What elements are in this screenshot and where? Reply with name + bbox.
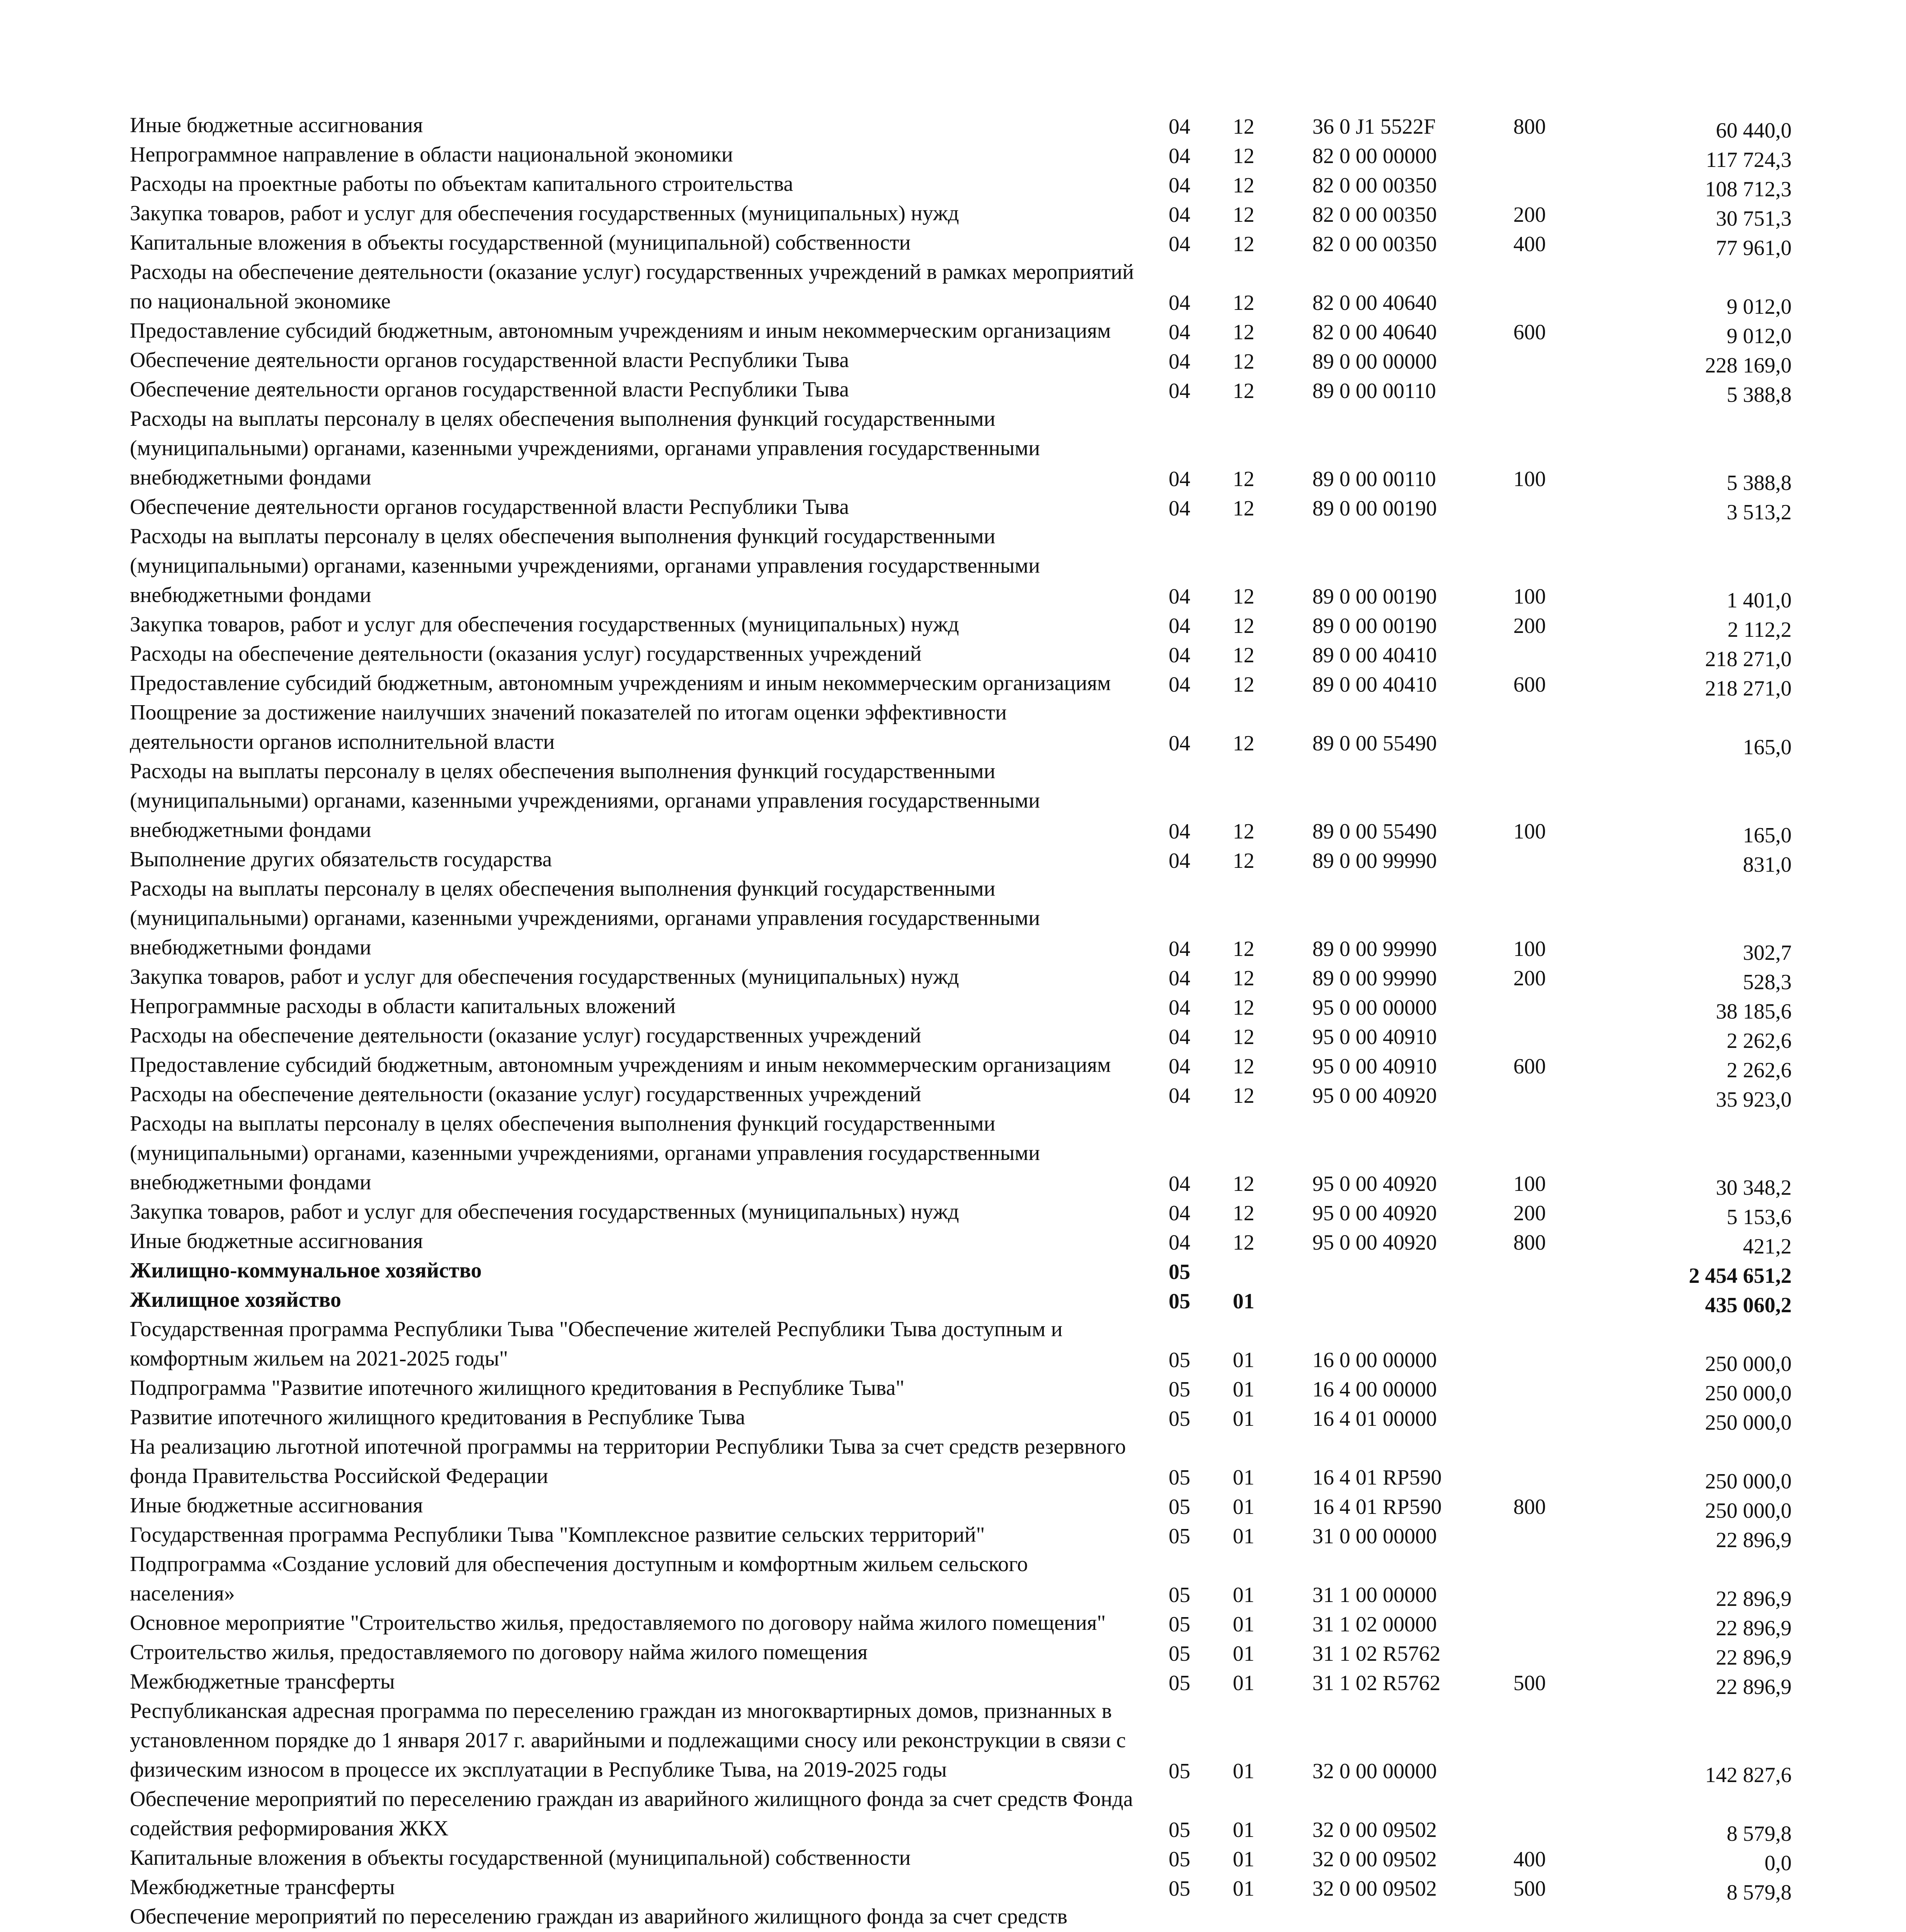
row-section-code: 05	[1169, 1671, 1190, 1695]
table-row	[130, 1021, 1792, 1053]
row-section-code: 05	[1169, 1877, 1190, 1901]
row-section-code: 04	[1169, 643, 1190, 667]
row-section-code: 04	[1169, 203, 1190, 227]
table-row	[130, 1549, 1792, 1611]
row-expense-type-code: 500	[1513, 1877, 1546, 1901]
row-section-code: 04	[1169, 673, 1190, 697]
row-subsection-code: 12	[1233, 731, 1254, 755]
row-name: Жилищно-коммунальное хозяйство	[130, 1259, 482, 1282]
row-section-code: 04	[1169, 173, 1190, 197]
table-row	[130, 1608, 1792, 1638]
row-target-article-code: 89 0 00 99990	[1312, 849, 1437, 873]
row-target-article-code: 89 0 00 99990	[1312, 966, 1437, 990]
row-target-article-code: 16 4 01 00000	[1312, 1407, 1437, 1431]
row-subsection-code: 12	[1233, 1172, 1254, 1196]
row-target-article-code: 31 1 02 R5762	[1312, 1642, 1441, 1666]
table-row	[130, 1784, 1792, 1846]
row-name: Обеспечение мероприятий по переселению граждан из аварийного жилищного фонда за счет средств	[130, 1905, 1068, 1929]
row-section-code: 04	[1169, 291, 1190, 315]
row-amount: 3 513,2	[1727, 500, 1792, 524]
row-subsection-code: 12	[1233, 115, 1254, 139]
row-section-code: 05	[1169, 1818, 1190, 1842]
row-amount: 250 000,0	[1705, 1499, 1792, 1523]
row-amount: 2 262,6	[1727, 1029, 1792, 1053]
row-amount: 5 388,8	[1727, 383, 1792, 407]
row-target-article-code: 32 0 00 09502	[1312, 1847, 1437, 1871]
row-name: Расходы на проектные работы по объектам капитального строительства	[130, 172, 793, 196]
row-subsection-code: 01	[1233, 1877, 1254, 1901]
row-section-code: 04	[1169, 467, 1190, 491]
row-amount: 2 262,6	[1727, 1058, 1792, 1082]
row-name: Расходы на выплаты персоналу в целях обеспечения выполнения функций государственными (муниципальными) органами, казенными учреждениями, органами управления государственными внебюджетными фондами	[130, 759, 1040, 842]
row-section-code: 04	[1169, 820, 1190, 844]
row-amount: 0,0	[1765, 1851, 1792, 1875]
table-row	[130, 1520, 1792, 1552]
table-row	[130, 1403, 1792, 1435]
row-name: Закупка товаров, работ и услуг для обеспечения государственных (муниципальных) нужд	[130, 612, 959, 636]
row-expense-type-code: 600	[1513, 320, 1546, 344]
row-target-article-code: 16 4 01 RP590	[1312, 1466, 1442, 1490]
row-name: Непрограммные расходы в области капитальных вложений	[130, 994, 676, 1018]
row-expense-type-code: 200	[1513, 614, 1546, 638]
row-amount: 77 961,0	[1716, 236, 1792, 260]
table-row	[130, 111, 1792, 143]
row-subsection-code: 12	[1233, 203, 1254, 227]
table-row	[130, 1226, 1792, 1259]
row-subsection-code: 01	[1233, 1583, 1254, 1607]
table-row	[130, 522, 1792, 610]
row-target-article-code: 95 0 00 40910	[1312, 1054, 1437, 1078]
row-amount: 435 060,2	[1705, 1293, 1792, 1317]
row-section-code: 05	[1169, 1378, 1190, 1401]
row-subsection-code: 12	[1233, 291, 1254, 315]
row-subsection-code: 01	[1233, 1524, 1254, 1548]
row-name: Поощрение за достижение наилучших значений показателей по итогам оценки эффективности деятельности органов исполнительной власти	[130, 701, 1007, 754]
row-name: Республиканская адресная программа по переселению граждан из многоквартирных домов, признанных в установленном порядке до 1 января 2017 г. аварийными и подлежащими сносу или реконструкции в связи с физическим износом в процессе их эксплуатации в Республике Тыва, на 2019-2025 годы	[130, 1699, 1126, 1782]
row-section-code: 04	[1169, 115, 1190, 139]
row-name: Обеспечение деятельности органов государственной власти Республики Тыва	[130, 348, 849, 372]
row-section-code: 05	[1169, 1847, 1190, 1871]
row-amount: 8 579,8	[1727, 1822, 1792, 1846]
table-row	[130, 1197, 1792, 1229]
row-amount: 218 271,0	[1705, 647, 1792, 671]
row-target-article-code: 82 0 00 40640	[1312, 291, 1437, 315]
row-section-code: 05	[1169, 1642, 1190, 1666]
row-amount: 831,0	[1743, 853, 1792, 877]
row-amount: 30 348,2	[1716, 1176, 1792, 1200]
row-section-code: 04	[1169, 849, 1190, 873]
row-name: Расходы на выплаты персоналу в целях обеспечения выполнения функций государственными (муниципальными) органами, казенными учреждениями, органами управления государственными внебюджетными фондами	[130, 524, 1040, 607]
row-expense-type-code: 100	[1513, 820, 1546, 844]
table-row	[130, 1696, 1792, 1787]
row-subsection-code: 12	[1233, 937, 1254, 961]
table-row	[130, 757, 1792, 845]
row-amount: 5 153,6	[1727, 1205, 1792, 1229]
row-expense-type-code: 100	[1513, 467, 1546, 491]
row-section-code: 05	[1169, 1495, 1190, 1519]
row-section-code: 04	[1169, 1172, 1190, 1196]
row-name: Предоставление субсидий бюджетным, автономным учреждениям и иным некоммерческим организациям	[130, 671, 1111, 695]
row-name: Подпрограмма "Развитие ипотечного жилищного кредитования в Республике Тыва"	[130, 1376, 905, 1400]
row-amount: 228 169,0	[1705, 354, 1792, 378]
row-name: Строительство жилья, предоставляемого по договору найма жилого помещения	[130, 1640, 868, 1664]
row-target-article-code: 89 0 00 00110	[1312, 467, 1436, 491]
table-row	[130, 1902, 1792, 1932]
row-expense-type-code: 600	[1513, 1054, 1546, 1078]
row-subsection-code: 12	[1233, 585, 1254, 609]
row-amount: 8 579,8	[1727, 1881, 1792, 1905]
row-subsection-code: 01	[1233, 1642, 1254, 1666]
table-row	[130, 1373, 1792, 1403]
row-expense-type-code: 200	[1513, 203, 1546, 227]
row-subsection-code: 01	[1233, 1289, 1254, 1313]
row-amount: 165,0	[1743, 823, 1792, 847]
row-section-code: 04	[1169, 614, 1190, 638]
row-name: Предоставление субсидий бюджетным, автономным учреждениям и иным некоммерческим организациям	[130, 1053, 1111, 1077]
row-amount: 218 271,0	[1705, 677, 1792, 701]
row-amount: 250 000,0	[1705, 1469, 1792, 1493]
row-target-article-code: 95 0 00 40910	[1312, 1025, 1437, 1049]
row-target-article-code: 89 0 00 00190	[1312, 614, 1437, 638]
table-row	[130, 610, 1792, 642]
row-subsection-code: 12	[1233, 144, 1254, 168]
row-expense-type-code: 600	[1513, 673, 1546, 697]
row-expense-type-code: 100	[1513, 585, 1546, 609]
row-target-article-code: 89 0 00 00000	[1312, 350, 1437, 374]
table-row	[130, 1285, 1792, 1315]
table-row	[130, 1432, 1792, 1491]
row-amount: 5 388,8	[1727, 471, 1792, 495]
row-subsection-code: 12	[1233, 849, 1254, 873]
row-subsection-code: 12	[1233, 497, 1254, 520]
table-row	[130, 345, 1792, 378]
table-row	[130, 874, 1792, 965]
row-name: Жилищное хозяйство	[130, 1288, 341, 1312]
row-section-code: 05	[1169, 1612, 1190, 1636]
row-name: Основное мероприятие "Строительство жилья, предоставляемого по договору найма жилого помещения"	[130, 1611, 1106, 1635]
table-row	[130, 169, 1792, 199]
row-subsection-code: 12	[1233, 614, 1254, 638]
row-section-code: 05	[1169, 1348, 1190, 1372]
row-section-code: 04	[1169, 731, 1190, 755]
row-subsection-code: 12	[1233, 1231, 1254, 1255]
row-section-code: 04	[1169, 350, 1190, 374]
row-name: Обеспечение деятельности органов государственной власти Республики Тыва	[130, 378, 849, 401]
row-section-code: 04	[1169, 937, 1190, 961]
row-target-article-code: 82 0 00 00000	[1312, 144, 1437, 168]
row-subsection-code: 12	[1233, 232, 1254, 256]
row-name: Предоставление субсидий бюджетным, автономным учреждениям и иным некоммерческим организациям	[130, 319, 1111, 343]
row-name: Расходы на выплаты персоналу в целях обеспечения выполнения функций государственными (муниципальными) органами, казенными учреждениями, органами управления государственными внебюджетными фондами	[130, 877, 1040, 959]
row-amount: 22 896,9	[1716, 1616, 1792, 1640]
row-amount: 30 751,3	[1716, 207, 1792, 231]
row-subsection-code: 12	[1233, 467, 1254, 491]
row-name: Обеспечение мероприятий по переселению граждан из аварийного жилищного фонда за счет средств Фонда содействия реформирования ЖКХ	[130, 1787, 1133, 1840]
row-name: Обеспечение деятельности органов государственной власти Республики Тыва	[130, 495, 849, 519]
row-amount: 2 454 651,2	[1689, 1264, 1792, 1288]
row-amount: 142 827,6	[1705, 1763, 1792, 1787]
row-subsection-code: 12	[1233, 820, 1254, 844]
row-section-code: 04	[1169, 497, 1190, 520]
table-row	[130, 316, 1792, 348]
table-row	[130, 375, 1792, 407]
table-row	[130, 1050, 1792, 1080]
row-subsection-code: 12	[1233, 966, 1254, 990]
row-expense-type-code: 200	[1513, 1201, 1546, 1225]
row-name: Закупка товаров, работ и услуг для обеспечения государственных (муниципальных) нужд	[130, 965, 959, 989]
row-name: Закупка товаров, работ и услуг для обеспечения государственных (муниципальных) нужд	[130, 1200, 959, 1224]
row-target-article-code: 31 1 02 00000	[1312, 1612, 1437, 1636]
row-name: Непрограммное направление в области национальной экономики	[130, 143, 733, 167]
row-subsection-code: 01	[1233, 1348, 1254, 1372]
table-row	[130, 1638, 1792, 1670]
row-name: Межбюджетные трансферты	[130, 1670, 395, 1694]
row-section-code: 05	[1169, 1260, 1190, 1284]
row-target-article-code: 89 0 00 40410	[1312, 673, 1437, 697]
row-section-code: 04	[1169, 1201, 1190, 1225]
row-name: Подпрограмма «Создание условий для обеспечения доступным и комфортным жильем сельского населения»	[130, 1552, 1028, 1605]
row-expense-type-code: 400	[1513, 1847, 1546, 1871]
row-subsection-code: 12	[1233, 996, 1254, 1020]
row-name: На реализацию льготной ипотечной программы на территории Республики Тыва за счет средств резервного фонда Правительства Российской Федерации	[130, 1435, 1126, 1488]
table-row	[130, 228, 1792, 260]
row-name: Межбюджетные трансферты	[130, 1875, 395, 1899]
row-expense-type-code: 800	[1513, 1231, 1546, 1255]
row-amount: 250 000,0	[1705, 1411, 1792, 1435]
row-expense-type-code: 500	[1513, 1671, 1546, 1695]
row-amount: 22 896,9	[1716, 1587, 1792, 1611]
table-row	[130, 1491, 1792, 1523]
row-amount: 250 000,0	[1705, 1352, 1792, 1376]
row-section-code: 05	[1169, 1759, 1190, 1783]
row-name: Расходы на обеспечение деятельности (оказания услуг) государственных учреждений	[130, 642, 922, 666]
row-name: Расходы на обеспечение деятельности (оказание услуг) государственных учреждений	[130, 1024, 921, 1048]
row-target-article-code: 32 0 00 09502	[1312, 1818, 1437, 1842]
row-target-article-code: 95 0 00 40920	[1312, 1172, 1437, 1196]
row-subsection-code: 12	[1233, 673, 1254, 697]
row-expense-type-code: 200	[1513, 966, 1546, 990]
table-row	[130, 1109, 1792, 1200]
table-row	[130, 668, 1792, 701]
row-section-code: 05	[1169, 1524, 1190, 1548]
row-amount: 108 712,3	[1705, 177, 1792, 201]
row-name: Расходы на обеспечение деятельности (оказание услуг) государственных учреждений в рамках мероприятий по национальной экономике	[130, 260, 1134, 313]
row-amount: 60 440,0	[1716, 119, 1792, 143]
row-subsection-code: 12	[1233, 1201, 1254, 1225]
row-target-article-code: 95 0 00 40920	[1312, 1201, 1437, 1225]
row-subsection-code: 12	[1233, 379, 1254, 403]
row-target-article-code: 95 0 00 40920	[1312, 1231, 1437, 1255]
row-target-article-code: 89 0 00 99990	[1312, 937, 1437, 961]
row-name: Расходы на обеспечение деятельности (оказание услуг) государственных учреждений	[130, 1082, 921, 1106]
row-section-code: 04	[1169, 1025, 1190, 1049]
row-amount: 9 012,0	[1727, 324, 1792, 348]
row-target-article-code: 95 0 00 00000	[1312, 996, 1437, 1020]
row-name: Развитие ипотечного жилищного кредитования в Республике Тыва	[130, 1405, 745, 1429]
row-target-article-code: 82 0 00 00350	[1312, 173, 1437, 197]
row-amount: 302,7	[1743, 941, 1792, 965]
row-section-code: 04	[1169, 1084, 1190, 1108]
row-subsection-code: 01	[1233, 1759, 1254, 1783]
row-subsection-code: 12	[1233, 320, 1254, 344]
row-section-code: 04	[1169, 1054, 1190, 1078]
row-amount: 117 724,3	[1706, 148, 1792, 172]
row-section-code: 04	[1169, 144, 1190, 168]
row-amount: 22 896,9	[1716, 1528, 1792, 1552]
row-name: Капитальные вложения в объекты государственной (муниципальной) собственности	[130, 1846, 911, 1870]
row-name: Иные бюджетные ассигнования	[130, 113, 423, 137]
row-amount: 9 012,0	[1727, 295, 1792, 319]
row-name: Иные бюджетные ассигнования	[130, 1229, 423, 1253]
row-name: Закупка товаров, работ и услуг для обеспечения государственных (муниципальных) нужд	[130, 201, 959, 225]
table-row	[130, 199, 1792, 231]
row-target-article-code: 31 1 02 R5762	[1312, 1671, 1441, 1695]
row-section-code: 05	[1169, 1466, 1190, 1490]
table-row	[130, 1843, 1792, 1875]
row-section-code: 04	[1169, 379, 1190, 403]
row-section-code: 04	[1169, 996, 1190, 1020]
row-target-article-code: 16 0 00 00000	[1312, 1348, 1437, 1372]
row-subsection-code: 01	[1233, 1466, 1254, 1490]
row-target-article-code: 31 0 00 00000	[1312, 1524, 1437, 1548]
row-expense-type-code: 100	[1513, 1172, 1546, 1196]
row-amount: 421,2	[1743, 1235, 1792, 1259]
row-amount: 22 896,9	[1716, 1675, 1792, 1699]
row-subsection-code: 12	[1233, 643, 1254, 667]
row-subsection-code: 01	[1233, 1378, 1254, 1401]
table-row	[130, 1256, 1792, 1288]
row-subsection-code: 12	[1233, 350, 1254, 374]
row-section-code: 05	[1169, 1407, 1190, 1431]
row-target-article-code: 32 0 00 09502	[1312, 1877, 1437, 1901]
row-name: Государственная программа Республики Тыва "Обеспечение жителей Республики Тыва доступным и комфортным жильем на 2021-2025 годы"	[130, 1317, 1063, 1371]
row-expense-type-code: 800	[1513, 115, 1546, 139]
row-section-code: 04	[1169, 320, 1190, 344]
row-section-code: 04	[1169, 585, 1190, 609]
table-row	[130, 1872, 1792, 1905]
row-section-code: 05	[1169, 1583, 1190, 1607]
table-row	[130, 404, 1792, 495]
table-row	[130, 1667, 1792, 1699]
row-amount: 38 185,6	[1716, 1000, 1792, 1024]
row-amount: 250 000,0	[1705, 1381, 1792, 1405]
table-row	[130, 257, 1792, 319]
row-subsection-code: 01	[1233, 1847, 1254, 1871]
row-target-article-code: 31 1 00 00000	[1312, 1583, 1437, 1607]
row-name: Выполнение других обязательств государства	[130, 847, 552, 871]
row-expense-type-code: 800	[1513, 1495, 1546, 1519]
row-target-article-code: 89 0 00 00190	[1312, 585, 1437, 609]
row-subsection-code: 12	[1233, 1084, 1254, 1108]
row-target-article-code: 89 0 00 00190	[1312, 497, 1437, 520]
row-amount: 35 923,0	[1716, 1088, 1792, 1112]
table-row	[130, 962, 1792, 992]
row-target-article-code: 89 0 00 55490	[1312, 731, 1437, 755]
budget-table	[130, 111, 1792, 1932]
row-amount: 2 112,2	[1727, 618, 1792, 642]
row-subsection-code: 01	[1233, 1612, 1254, 1636]
row-section-code: 04	[1169, 232, 1190, 256]
row-subsection-code: 12	[1233, 173, 1254, 197]
table-row	[130, 1315, 1792, 1376]
table-row	[130, 1080, 1792, 1112]
row-target-article-code: 89 0 00 40410	[1312, 643, 1437, 667]
row-amount: 22 896,9	[1716, 1646, 1792, 1670]
row-section-code: 04	[1169, 1231, 1190, 1255]
table-row	[130, 140, 1792, 172]
row-target-article-code: 82 0 00 00350	[1312, 232, 1437, 256]
row-name: Капитальные вложения в объекты государственной (муниципальной) собственности	[130, 231, 911, 255]
row-subsection-code: 01	[1233, 1671, 1254, 1695]
row-section-code: 04	[1169, 966, 1190, 990]
table-row	[130, 698, 1792, 757]
row-target-article-code: 16 4 00 00000	[1312, 1378, 1437, 1401]
row-subsection-code: 01	[1233, 1495, 1254, 1519]
row-name: Расходы на выплаты персоналу в целях обеспечения выполнения функций государственными (муниципальными) органами, казенными учреждениями, органами управления государственными внебюджетными фондами	[130, 407, 1040, 490]
row-expense-type-code: 100	[1513, 937, 1546, 961]
row-subsection-code: 01	[1233, 1818, 1254, 1842]
row-target-article-code: 82 0 00 40640	[1312, 320, 1437, 344]
row-subsection-code: 12	[1233, 1054, 1254, 1078]
row-target-article-code: 32 0 00 00000	[1312, 1759, 1437, 1783]
table-row	[130, 492, 1792, 522]
row-subsection-code: 12	[1233, 1025, 1254, 1049]
table-row	[130, 845, 1792, 877]
row-subsection-code: 01	[1233, 1407, 1254, 1431]
row-name: Иные бюджетные ассигнования	[130, 1493, 423, 1517]
row-section-code: 05	[1169, 1289, 1190, 1313]
row-name: Государственная программа Республики Тыва "Комплексное развитие сельских территорий"	[130, 1523, 985, 1547]
row-amount: 165,0	[1743, 735, 1792, 759]
row-amount: 1 401,0	[1727, 588, 1792, 612]
row-target-article-code: 36 0 J1 5522F	[1312, 115, 1436, 139]
row-target-article-code: 82 0 00 00350	[1312, 203, 1437, 227]
row-expense-type-code: 400	[1513, 232, 1546, 256]
row-target-article-code: 89 0 00 00110	[1312, 379, 1436, 403]
table-row	[130, 992, 1792, 1024]
row-target-article-code: 95 0 00 40920	[1312, 1084, 1437, 1108]
row-target-article-code: 16 4 01 RP590	[1312, 1495, 1442, 1519]
row-target-article-code: 89 0 00 55490	[1312, 820, 1437, 844]
table-row	[130, 639, 1792, 671]
row-amount: 528,3	[1743, 970, 1792, 994]
row-name: Расходы на выплаты персоналу в целях обеспечения выполнения функций государственными (муниципальными) органами, казенными учреждениями, органами управления государственными внебюджетными фондами	[130, 1112, 1040, 1194]
